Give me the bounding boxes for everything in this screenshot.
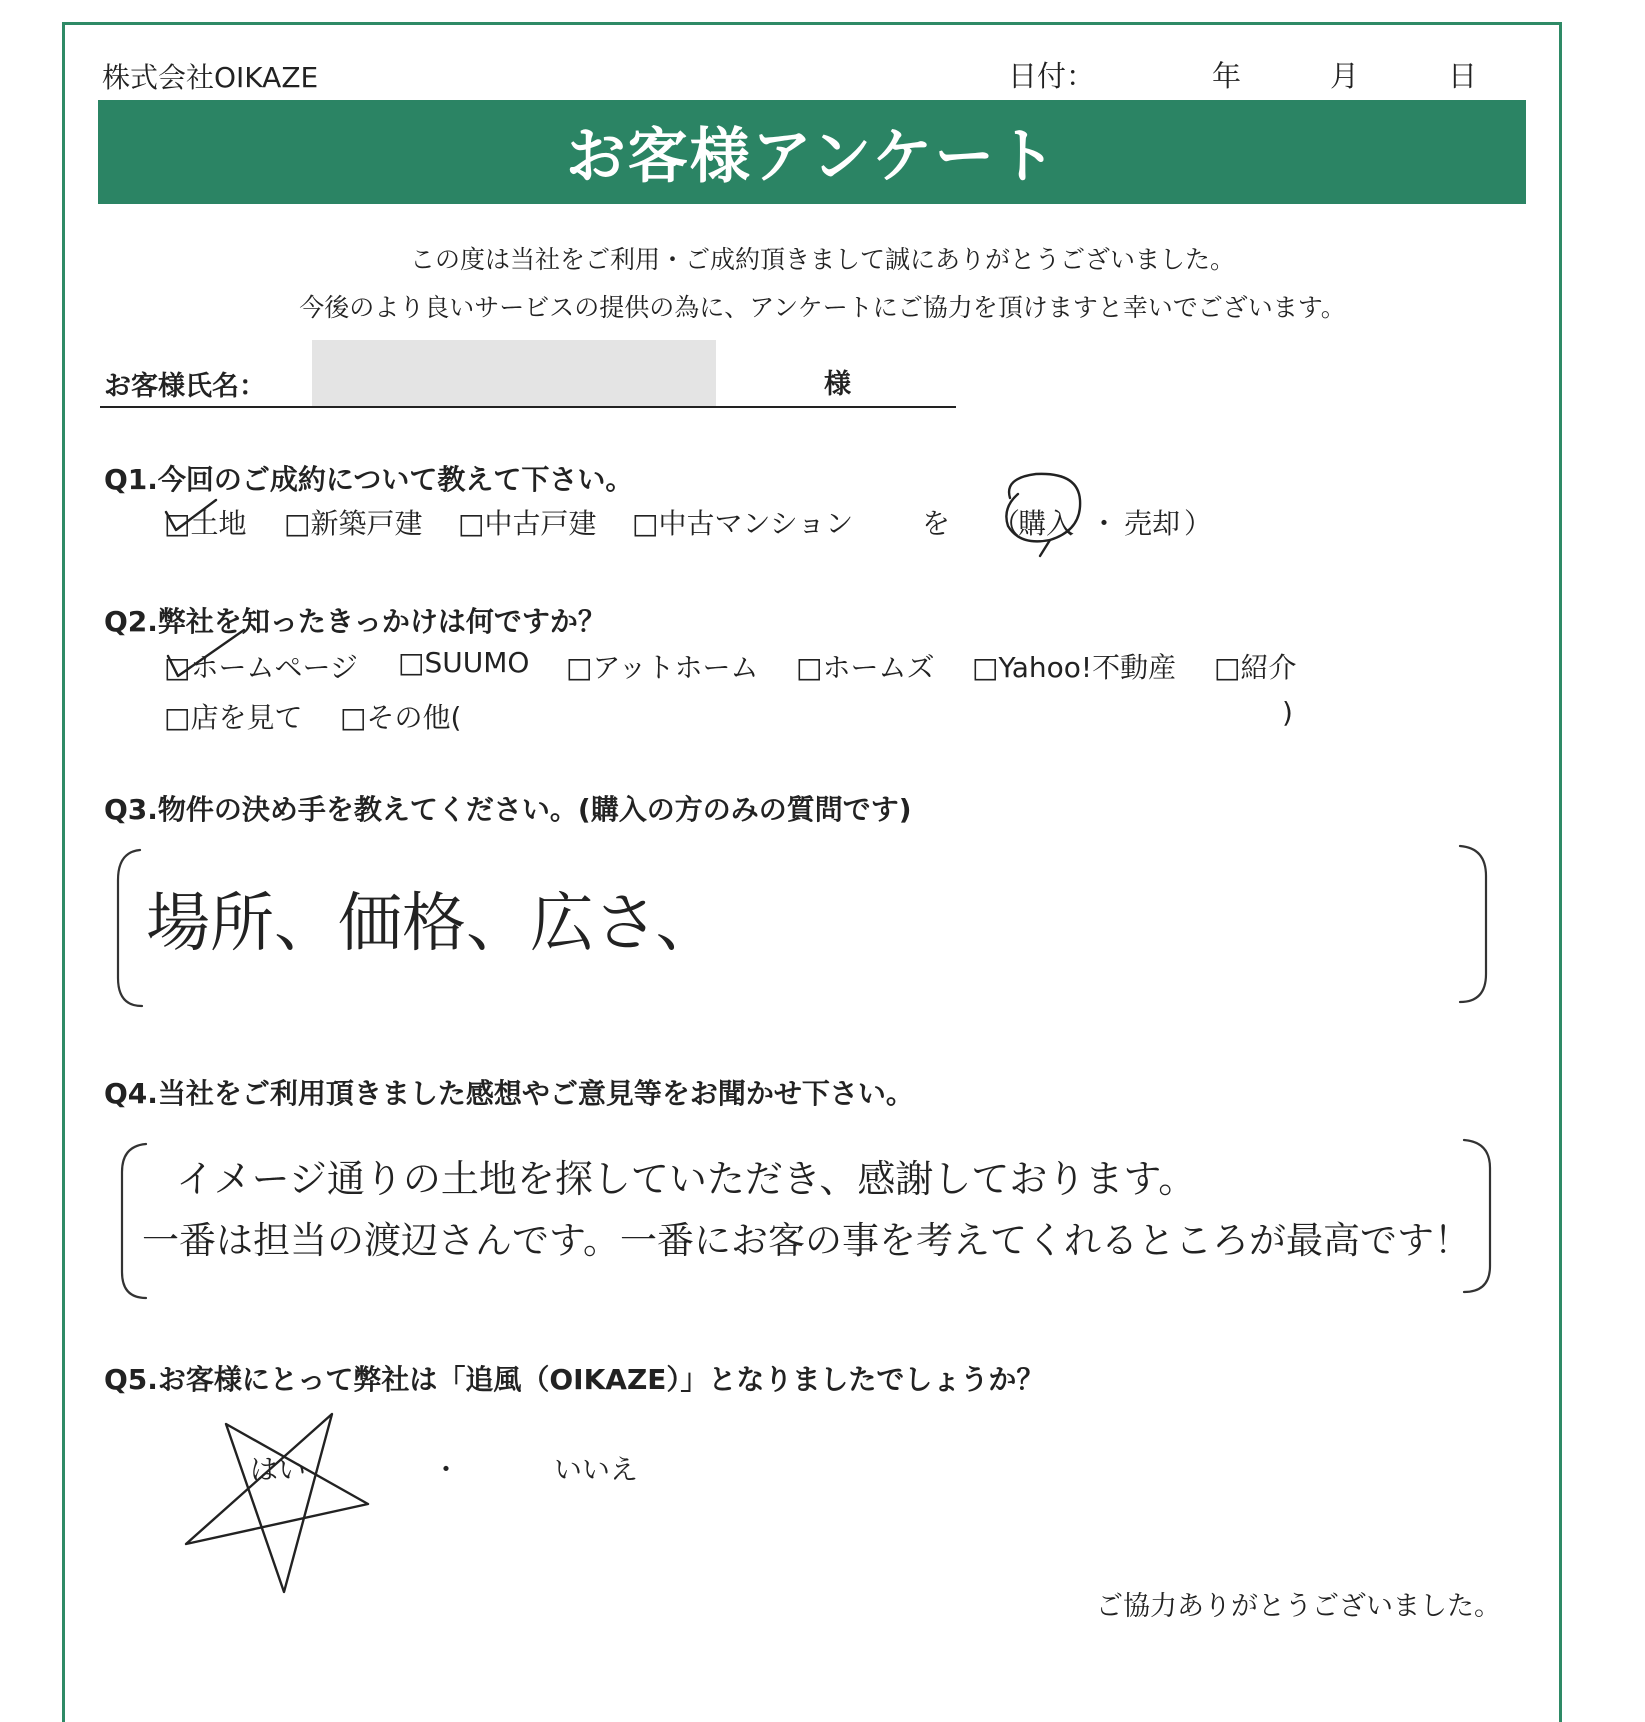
date-month-label: 月 xyxy=(1330,59,1360,93)
q1-option-land[interactable]: □土地 xyxy=(164,507,247,540)
q1-connector: を xyxy=(922,507,951,540)
q1-choice-buy[interactable]: 購入 xyxy=(1018,507,1075,540)
q1-option-new-house[interactable]: □新築戸建 xyxy=(284,507,423,540)
q2-option-homes[interactable]: □ホームズ xyxy=(796,651,935,684)
q1-choice-sell[interactable]: 売却 xyxy=(1124,507,1181,540)
q4-handwritten-line-1: イメージ通りの土地を探していただき、感謝しております。 xyxy=(176,1157,1197,1201)
q4-bracket-right xyxy=(1464,1140,1490,1292)
q1-option-used-house[interactable]: □中古戸建 xyxy=(458,507,597,540)
intro-line-1: この度は当社をご利用・ご成約頂きまして誠にありがとうございました。 xyxy=(409,245,1235,274)
q4-question: Q4.当社をご利用頂きました感想やご意見等をお聞かせ下さい。 xyxy=(104,1077,914,1110)
q4-handwritten-line-2: 一番は担当の渡辺さんです。一番にお客の事を考えてくれるところが最高です！ xyxy=(142,1219,1472,1262)
q3-question: Q3.物件の決め手を教えてください。(購入の方のみの質問です) xyxy=(104,793,912,826)
footer-thanks: ご協力ありがとうございました。 xyxy=(1096,1591,1501,1622)
q1-paren-open: （ xyxy=(992,507,1021,540)
q2-option-suumo[interactable]: □SUUMO xyxy=(398,646,530,679)
q2-option-athome[interactable]: □アットホーム xyxy=(566,651,759,684)
q2-option-homepage[interactable]: □ホームページ xyxy=(164,651,358,684)
q2-other-close-paren: ) xyxy=(1282,696,1293,729)
customer-name-label: お客様氏名： xyxy=(104,371,266,402)
q4-bracket-left xyxy=(122,1144,146,1298)
company-name: 株式会社OIKAZE xyxy=(102,61,319,94)
date-year-label: 年 xyxy=(1212,59,1242,93)
survey-title: お客様アンケート xyxy=(565,122,1059,192)
q2-option-referral[interactable]: □紹介 xyxy=(1214,651,1297,684)
q3-handwritten-answer: 場所、価格、広さ、 xyxy=(146,887,720,961)
q2-option-other[interactable]: □その他( xyxy=(340,701,462,734)
q5-answer-no[interactable]: いいえ xyxy=(554,1453,639,1486)
q1-buy-circle xyxy=(1006,474,1080,542)
q2-option-store[interactable]: □店を見て xyxy=(164,701,303,734)
q3-bracket-left xyxy=(118,850,142,1006)
customer-name-suffix: 様 xyxy=(824,369,851,400)
q3-bracket-right xyxy=(1460,846,1486,1002)
q1-land-checkmark xyxy=(166,500,216,530)
q5-answer-yes[interactable]: はい xyxy=(250,1453,307,1486)
q1-question: Q1.今回のご成約について教えて下さい。 xyxy=(104,463,634,496)
date-day-label: 日 xyxy=(1448,59,1478,93)
q1-option-used-mansion[interactable]: □中古マンション xyxy=(632,507,854,540)
q2-question: Q2.弊社を知ったきっかけは何ですか？ xyxy=(104,605,606,638)
q2-option-yahoo[interactable]: □Yahoo!不動産 xyxy=(972,651,1177,684)
q1-dot: ・ xyxy=(1090,507,1119,540)
q2-homepage-checkmark xyxy=(168,630,244,676)
q5-dot: ・ xyxy=(432,1453,461,1486)
intro-line-2: 今後のより良いサービスの提供の為に、アンケートにご協力を頂けますと幸いでございます。 xyxy=(299,293,1346,322)
q5-yes-star xyxy=(186,1414,368,1592)
q5-question: Q5.お客様にとって弊社は「追風（OIKAZE）」となりましたでしょうか？ xyxy=(104,1363,1045,1396)
q1-paren-close: ） xyxy=(1184,507,1213,540)
date-label: 日付： xyxy=(1008,59,1096,93)
